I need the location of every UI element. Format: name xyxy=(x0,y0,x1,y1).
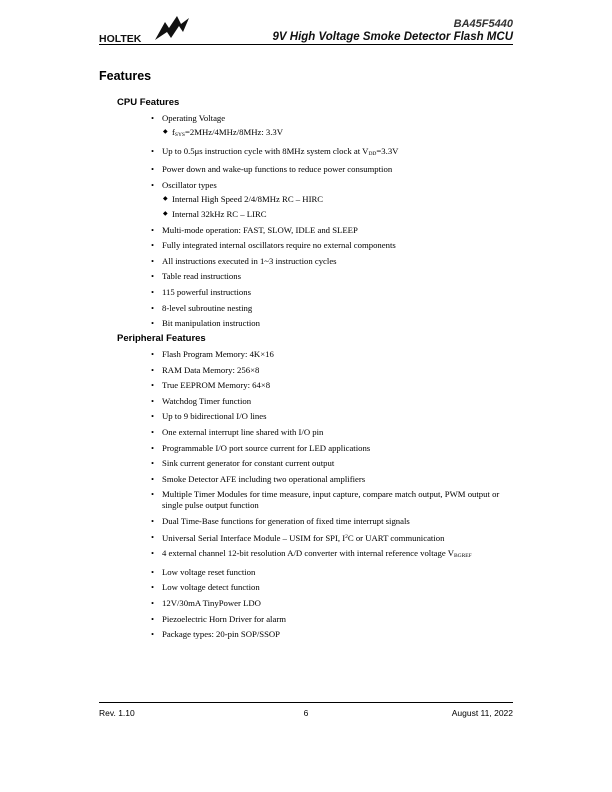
bullet-icon: • xyxy=(151,582,155,593)
bullet-icon: • xyxy=(151,515,155,526)
bullet-icon: • xyxy=(151,489,155,500)
bullet-icon: • xyxy=(151,548,155,559)
bullet-icon: • xyxy=(151,224,155,235)
bullet-icon: • xyxy=(151,302,155,313)
list-item: • Package types: 20-pin SOP/SSOP xyxy=(151,629,281,640)
bullet-icon: • xyxy=(151,349,155,359)
sub-list-item: ◆ $f_{SYS}=2MHz/4MHz/8MHz$: 3.3V xyxy=(163,127,284,138)
list-item: • 115 powerful instructions xyxy=(151,286,251,297)
list-item: • 12V/30mA TinyPower LDO xyxy=(151,597,261,608)
page-footer xyxy=(99,702,513,722)
bullet-icon: • xyxy=(151,286,155,297)
list-item: • Power down and wake-up functions to reduce power consumption xyxy=(151,164,393,175)
list-item: • Up to 9 bidirectional I/O lines xyxy=(151,411,267,422)
sub-list xyxy=(162,127,514,141)
list-item: • Sink current generator for constant current output xyxy=(151,458,335,469)
cpu-features-list xyxy=(150,113,514,334)
list-item: • Up to 0.5μs instruction cycle with 8MHz system clock at $V_{DD}=3.3V$ xyxy=(151,145,399,157)
list-item: • Multi-mode operation: FAST, SLOW, IDLE and SLEEP xyxy=(151,224,358,235)
peripheral-features-list xyxy=(150,349,514,645)
revision-label: Rev. 1.10 xyxy=(99,708,135,718)
diamond-bullet-icon: ◆ xyxy=(163,129,168,135)
sub-list xyxy=(162,194,514,220)
bullet-icon: • xyxy=(151,531,155,542)
bullet-icon: • xyxy=(151,613,155,624)
list-item: • Multiple Timer Modules for time measure, input capture, compare match output, PWM output or single pulse output function xyxy=(151,489,500,511)
revision-date: August 11, 2022 xyxy=(451,708,513,718)
page-number: 6 xyxy=(303,708,309,718)
sub-list-item: ◆ Internal 32kHz RC – LIRC xyxy=(163,208,267,219)
list-item: • Universal Serial Interface Module – USIM for SPI, $I^2C$ or UART communication xyxy=(151,531,445,543)
bullet-icon: • xyxy=(151,255,155,266)
list-item: • Dual Time-Base functions for generation of fixed time interrupt signals xyxy=(151,515,410,526)
list-item: • All instructions executed in 1~3 instruction cycles xyxy=(151,255,337,266)
part-number: BA45F5440 xyxy=(453,18,513,30)
bullet-icon: • xyxy=(151,271,155,282)
list-item: • 4 external channel 12-bit resolution A/D converter with internal reference voltage $V_{BGREF}$ xyxy=(151,548,472,560)
list-item: • Fully integrated internal oscillators require no external components xyxy=(151,240,396,251)
list-item: • Piezoelectric Horn Driver for alarm xyxy=(151,613,286,624)
bullet-icon: • xyxy=(151,113,155,123)
bullet-icon: • xyxy=(151,364,155,375)
bullet-icon: • xyxy=(151,426,155,437)
diamond-bullet-icon: ◆ xyxy=(163,195,168,202)
list-item: • One external interrupt line shared with I/O pin xyxy=(151,426,324,437)
header-rule xyxy=(99,44,513,45)
sub-list-item: ◆ Internal High Speed 2/4/8MHz RC – HIRC xyxy=(163,193,324,204)
list-item: • Flash Program Memory: 4K×16 xyxy=(151,349,274,359)
list-item: • Low voltage detect function xyxy=(151,582,260,593)
list-item: • Bit manipulation instruction xyxy=(151,318,260,329)
bullet-icon: • xyxy=(151,442,155,453)
section-title: Features xyxy=(99,69,152,83)
list-item: • RAM Data Memory: 256×8 xyxy=(151,364,260,375)
bullet-icon: • xyxy=(151,164,155,175)
cpu-features-heading: CPU Features xyxy=(117,97,180,108)
page-header xyxy=(99,10,513,50)
bullet-icon: • xyxy=(151,411,155,422)
bullet-icon: • xyxy=(151,318,155,329)
peripheral-features-heading: Peripheral Features xyxy=(117,333,206,344)
bullet-icon: • xyxy=(151,240,155,251)
list-item: • Table read instructions xyxy=(151,271,242,282)
logo-text: HOLTEK xyxy=(99,33,142,44)
list-item: • Smoke Detector AFE including two operational amplifiers xyxy=(151,473,366,484)
holtek-logo xyxy=(99,14,191,44)
bullet-icon: • xyxy=(151,566,155,577)
list-item: • Oscillator types ◆ Internal High Speed 2/4/8MHz RC – HIRC ◆ Internal 32kHz RC – LIRC xyxy=(150,180,514,220)
bullet-icon: • xyxy=(151,473,155,484)
bullet-icon: • xyxy=(151,395,155,406)
bullet-icon: • xyxy=(151,629,155,640)
list-item: • Operating Voltage ◆ $f_{SYS}=2MHz/4MHz/8MHz$: 3.3V xyxy=(150,113,514,141)
list-item: • True EEPROM Memory: 64×8 xyxy=(151,380,271,391)
bullet-icon: • xyxy=(151,458,155,469)
footer-rule xyxy=(99,702,513,703)
list-item: • Watchdog Timer function xyxy=(151,395,252,406)
diamond-bullet-icon: ◆ xyxy=(163,210,168,217)
bullet-icon: • xyxy=(151,179,155,190)
list-item: • 8-level subroutine nesting xyxy=(151,302,253,313)
bullet-icon: • xyxy=(151,145,155,156)
bullet-icon: • xyxy=(151,380,155,391)
list-item: • Programmable I/O port source current for LED applications xyxy=(151,442,371,453)
bullet-icon: • xyxy=(151,597,155,608)
list-item: • Low voltage reset function xyxy=(151,566,256,577)
document-title: 9V High Voltage Smoke Detector Flash MCU xyxy=(272,31,513,43)
